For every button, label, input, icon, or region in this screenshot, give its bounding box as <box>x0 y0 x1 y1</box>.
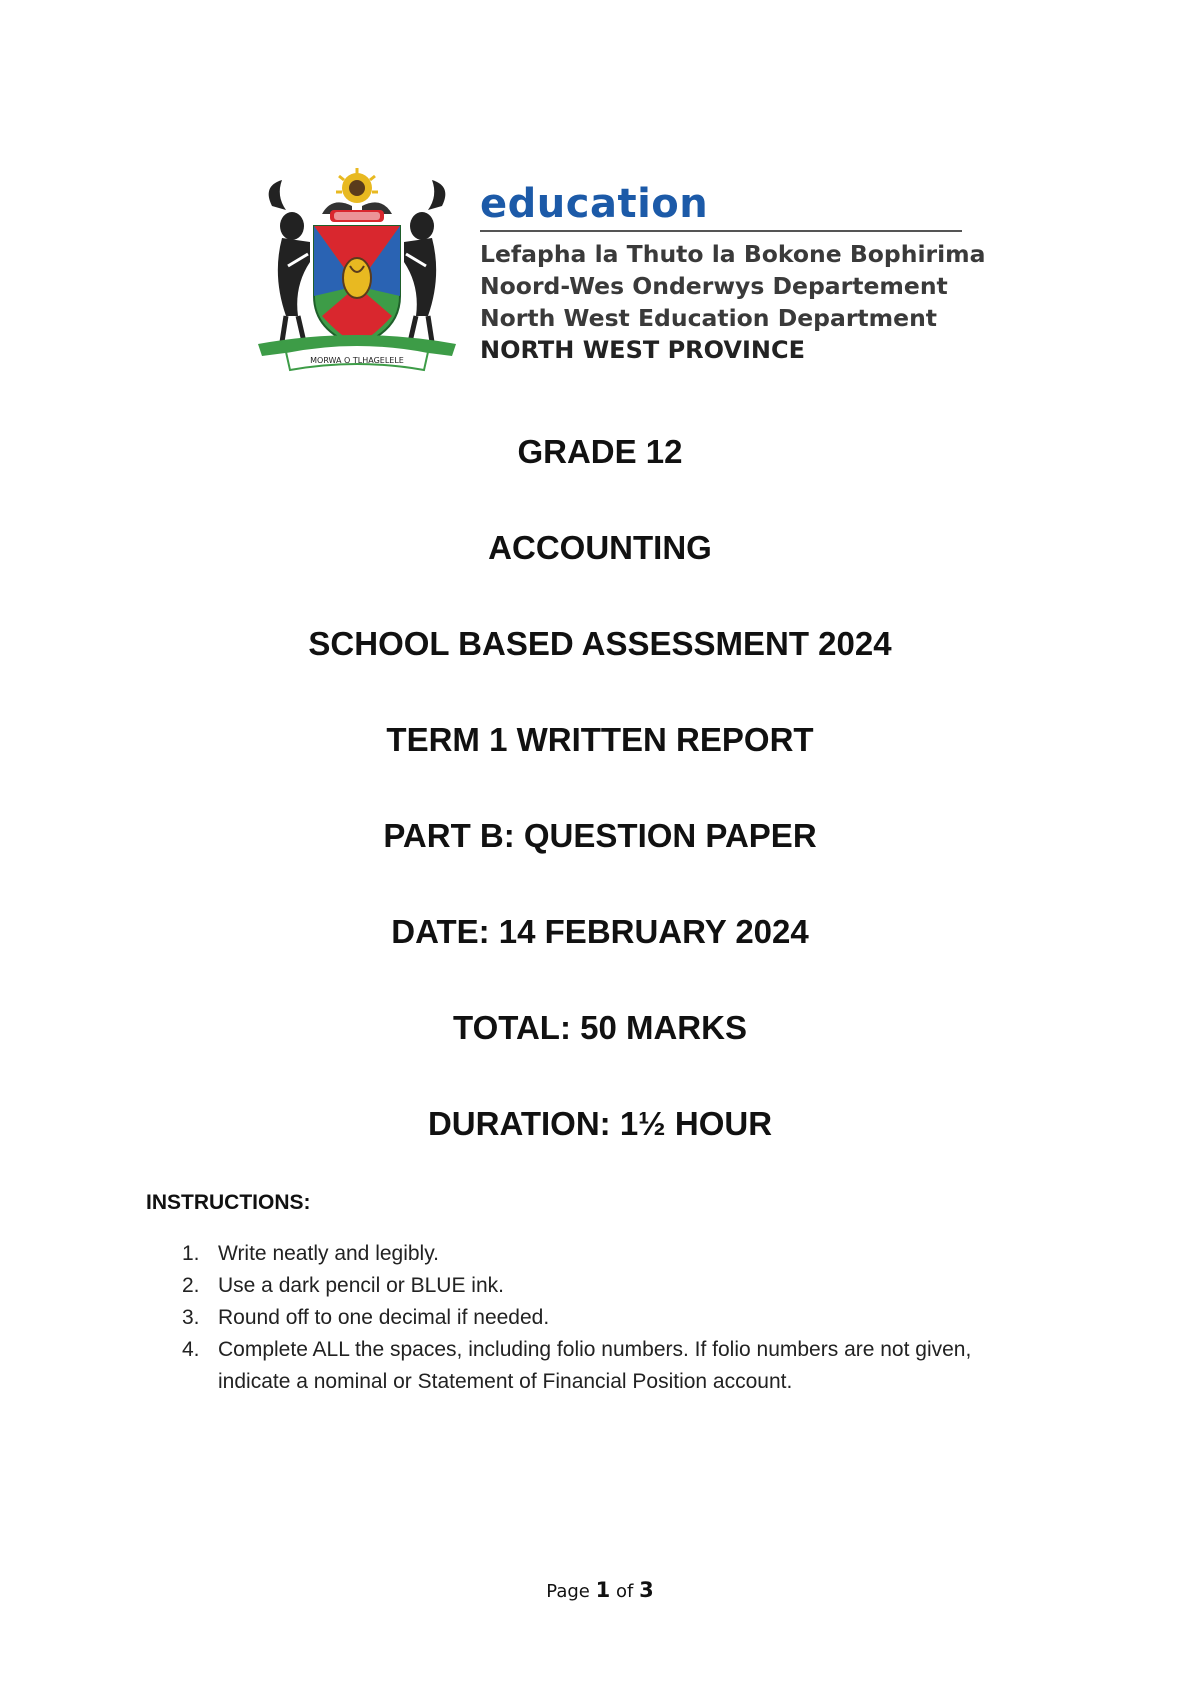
total-marks-title: TOTAL: 50 MARKS <box>453 1009 747 1046</box>
department-name-block <box>480 181 986 366</box>
province-name: NORTH WEST PROVINCE <box>480 336 806 364</box>
header-divider <box>480 230 962 232</box>
shield <box>314 226 400 346</box>
instruction-item <box>146 1302 1046 1334</box>
duration-title: DURATION: 1½ HOUR <box>427 1105 773 1142</box>
instruction-text: Write neatly and legibly. <box>218 1242 440 1265</box>
instruction-number: 2. <box>182 1274 200 1297</box>
instruction-item <box>146 1238 1046 1270</box>
sunflower-crest <box>336 168 378 203</box>
education-wordmark: education <box>480 181 709 227</box>
instruction-number: 4. <box>182 1338 200 1361</box>
motto-scroll <box>286 345 428 370</box>
date-title: DATE: 14 FEBRUARY 2024 <box>391 913 809 950</box>
coat-of-arms-icon <box>252 166 462 376</box>
cover-title-block <box>0 432 1200 1200</box>
instruction-number: 3. <box>182 1306 200 1329</box>
right-antelope <box>404 180 445 342</box>
grade-title: GRADE 12 <box>517 433 683 470</box>
instructions-list <box>146 1238 1046 1398</box>
dept-name-english: North West Education Department <box>480 304 938 332</box>
term-title: TERM 1 WRITTEN REPORT <box>386 721 814 758</box>
part-title: PART B: QUESTION PAPER <box>383 817 817 854</box>
current-page-number: 1 <box>595 1578 611 1602</box>
instructions-heading: INSTRUCTIONS: <box>146 1191 311 1214</box>
assessment-title: SCHOOL BASED ASSESSMENT 2024 <box>308 625 892 662</box>
page-footer <box>0 1578 1200 1602</box>
subject-title: ACCOUNTING <box>488 529 712 566</box>
instruction-item <box>146 1270 1046 1302</box>
total-page-count: 3 <box>639 1578 654 1602</box>
svg-text:MORWA O TLHAGELELE: MORWA O TLHAGELELE <box>310 356 404 365</box>
left-antelope <box>269 180 310 342</box>
of-label: of <box>615 1581 634 1602</box>
instruction-number: 1. <box>182 1242 200 1265</box>
instruction-item <box>146 1334 1046 1398</box>
dept-name-afrikaans: Noord-Wes Onderwys Departement <box>480 272 948 300</box>
dept-name-setswana: Lefapha la Thuto la Bokone Bophirima <box>480 240 986 268</box>
instruction-text: Complete ALL the spaces, including folio numbers. If folio numbers are not given, indicate a nominal or Statement of Financial Position account. <box>218 1338 972 1393</box>
department-header <box>252 166 986 376</box>
page-label: Page <box>546 1581 590 1602</box>
instruction-text: Use a dark pencil or BLUE ink. <box>218 1274 504 1297</box>
instructions-section <box>146 1190 1046 1398</box>
instruction-text: Round off to one decimal if needed. <box>218 1306 550 1329</box>
